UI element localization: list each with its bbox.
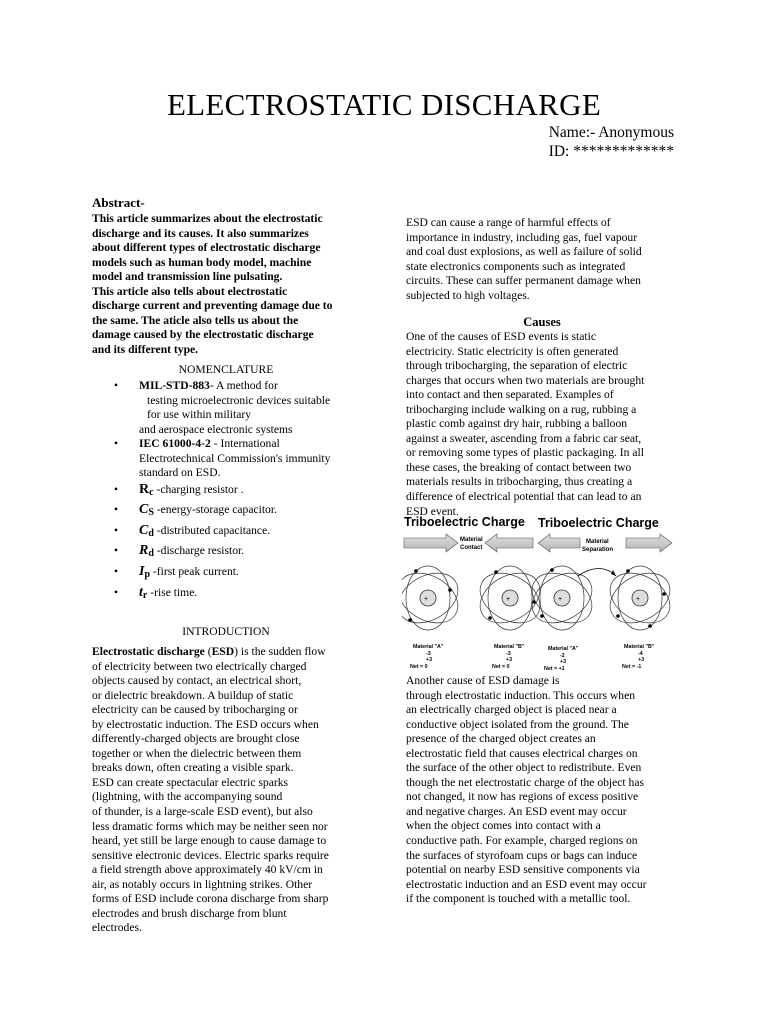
figure-title-left: Triboelectric Charge (404, 515, 525, 529)
transfer-arrow (578, 569, 616, 577)
arrow-right-shape (404, 534, 458, 552)
paragraph-line: ESD event. (406, 504, 459, 518)
bullet: • (114, 523, 119, 537)
intro-line (92, 645, 374, 660)
esd-effects-paragraph (406, 216, 678, 303)
paragraph-line: if the component is touched with a metallic tool. (406, 892, 631, 906)
paragraph-line: though the net electrostatic charge of the object has (406, 775, 645, 789)
abstract-line: discharge and its causes. It also summarizes (92, 226, 309, 240)
paragraph-line: these cases, the breaking of contact between two (406, 460, 632, 474)
arrow-label: Contact (460, 545, 483, 551)
arrow-label: Material (586, 539, 609, 545)
symbol-subscript: S (148, 507, 154, 519)
atom-value: -3 (506, 651, 511, 657)
intro-line: objects caused by contact, an electrical short, (92, 674, 302, 688)
intro-line: heard, yet still be large enough to cause damage to (92, 834, 327, 848)
symbol: C (139, 522, 149, 538)
atom-icon (471, 563, 548, 633)
arrow-left-shape (485, 534, 533, 552)
term-desc: - A method for (209, 379, 278, 392)
bullet: • (114, 585, 119, 599)
nomenclature-item-cd (92, 524, 382, 542)
transfer-arrow-head (611, 570, 616, 576)
intro-line: electrodes and brush discharge from blunt (92, 906, 287, 920)
paragraph-line: electrostatic field that causes electrical charges on (406, 746, 638, 760)
paragraph-line: One of the causes of ESD events is static (406, 330, 596, 343)
paragraph-line: ESD can cause a range of harmful effects of (406, 216, 611, 229)
causes-paragraph (406, 330, 678, 519)
nomenclature-item-ip (92, 565, 382, 583)
intro-line: less dramatic forms which may be neither seen nor (92, 819, 328, 833)
page-title: ELECTROSTATIC DISCHARGE (166, 87, 602, 122)
paragraph-line: the surface of the other object to redistribute. Even (406, 761, 642, 775)
intro-line: a field strength above approximately 40 kV/cm in (92, 863, 323, 877)
induction-paragraph (406, 674, 678, 907)
atom-value: +3 (426, 657, 433, 663)
paragraph-line: the surfaces of styrofoam cups or bags can induce (406, 848, 638, 862)
paragraph-line: circuits. These can suffer permanent damage when (406, 274, 641, 288)
intro-line: of thunder, is a large-scale ESD event), but also (92, 805, 313, 819)
nomenclature-item-rc (92, 483, 382, 501)
symbol-desc: -charging resistor . (153, 482, 244, 496)
atom-value: -3 (426, 651, 431, 657)
paragraph-line: an electrically charged object is placed near a (406, 703, 617, 717)
author-id: ID: ************* (548, 143, 674, 160)
intro-line: electricity can be caused by tribocharging or (92, 703, 298, 717)
paragraph-line: and coal dust explosions, as well as failure of solid (406, 245, 642, 259)
paragraph-line: charges that occurs when two materials are brought (406, 373, 645, 387)
paragraph-line: and negative charges. An ESD event may occur (406, 804, 627, 818)
term-mil-std: MIL-STD-883 (139, 379, 210, 392)
paragraph-line: conductive path. For example, charged regions on (406, 834, 638, 848)
intro-text: ( (204, 645, 212, 658)
intro-line: differently-charged objects are brought close (92, 732, 300, 746)
bullet: • (114, 565, 119, 579)
term-desc: standard on ESD. (139, 466, 221, 480)
paragraph-line: presence of the charged object creates an (406, 732, 596, 746)
paragraph-line: through tribocharging, the separation of electric (406, 359, 628, 373)
abstract-line: damage caused by the electrostatic discharge (92, 328, 314, 342)
term-desc: testing microelectronic devices suitable (147, 393, 331, 407)
paragraph-line: electrostatic induction and an ESD event may occur (406, 877, 647, 891)
term-desc: Electrotechnical Commission's immunity (139, 451, 331, 465)
paragraph-line: or removing some types of plastic packaging. In all (406, 446, 644, 460)
svg-text:+: + (558, 596, 563, 603)
bullet: • (114, 544, 119, 558)
nomenclature-item-rd (92, 544, 382, 562)
paragraph-line: Another cause of ESD damage is (406, 674, 560, 687)
intro-line: electrodes. (92, 921, 142, 935)
nomenclature-item-mil (92, 379, 382, 394)
paragraph-line: electricity. Static electricity is often generated (406, 344, 619, 358)
atom-value: +3 (560, 659, 567, 665)
paragraph-line: when the object comes into contact with a (406, 819, 601, 833)
intro-line: of electricity between two electrically charged (92, 659, 307, 673)
atom-net: Net = 0 (492, 664, 510, 670)
abstract-line: the same. The aticle also tells us about the (92, 313, 299, 327)
abstract-line: model and transmission line pulsating. (92, 270, 283, 284)
atom-icon (523, 563, 600, 633)
atom-value: +3 (638, 657, 645, 663)
triboelectric-figure (402, 510, 692, 680)
intro-line: sensitive electronic devices. Electric sparks require (92, 848, 329, 862)
atom-net: Net = -1 (622, 664, 642, 670)
symbol-desc: -rise time. (147, 585, 198, 599)
paragraph-line: tribocharging include walking on a rug, rubbing a (406, 402, 637, 416)
author-block (549, 123, 674, 161)
paragraph-line: materials results in tribocharging, thus creating a (406, 475, 633, 489)
atom-value: -4 (638, 651, 643, 657)
introduction-heading: INTRODUCTION (182, 625, 270, 638)
abstract-line: models such as human body model, machine (92, 255, 312, 269)
symbol-subscript: p (144, 569, 151, 581)
atom-net: Net = +1 (544, 666, 565, 672)
symbol: I (139, 564, 145, 580)
paragraph-line: through electrostatic induction. This occurs when (406, 688, 636, 702)
paragraph-line: not changed, it now has regions of excess positive (406, 790, 639, 804)
intro-line: breaks down, often creating a visible spark. (92, 761, 294, 775)
symbol: R (139, 481, 150, 497)
intro-line: air, as notably occurs in lightning strikes. Other (92, 877, 313, 891)
nomenclature-heading: NOMENCLATURE (178, 363, 274, 376)
bullet: • (114, 503, 119, 517)
symbol: t (139, 584, 143, 600)
introduction-body (92, 645, 374, 936)
author-name: Name:- Anonymous (548, 124, 674, 141)
paragraph-line: potential on nearby ESD sensitive components via (406, 863, 640, 877)
atom-label: Material "B" (624, 644, 655, 650)
intro-line: (lightning, with the accompanying sound (92, 790, 283, 804)
paragraph-line: against a sweater, ascending from a fabric car seat, (406, 431, 642, 445)
atom-net: Net = 0 (410, 664, 428, 670)
atom-value: -2 (560, 653, 565, 659)
intro-text: ) is the sudden flow (234, 645, 326, 658)
nomenclature-item-iec (92, 437, 382, 452)
atom-value: +3 (506, 657, 513, 663)
bold-term: Electrostatic discharge (92, 645, 205, 658)
symbol-desc: -discharge resistor. (153, 544, 245, 558)
paragraph-line: importance in industry, including gas, fuel vapour (406, 230, 638, 244)
paragraph-line: subjected to high voltages. (406, 288, 530, 302)
intro-line: together or when the dielectric between them (92, 746, 302, 760)
intro-line: or dielectric breakdown. A buildup of static (92, 688, 294, 702)
atom-label: Material "B" (494, 644, 525, 650)
paragraph-line: plastic comb against dry hair, rubbing a balloon (406, 417, 628, 431)
svg-text:+: + (506, 596, 511, 603)
arrow-label: Separation (582, 547, 614, 553)
intro-line: ESD can create spectacular electric sparks (92, 775, 289, 789)
abstract-heading: Abstract- (92, 195, 145, 210)
term-desc: for use within military (147, 408, 252, 422)
symbol-subscript: c (149, 486, 154, 498)
symbol-desc: -energy-storage capacitor. (153, 503, 277, 517)
symbol-subscript: r (142, 589, 148, 601)
symbol-subscript: d (148, 548, 154, 560)
term-desc: and aerospace electronic systems (139, 422, 293, 436)
abstract-line: discharge current and preventing damage due to (92, 299, 333, 313)
paragraph-line: state electronics components such as integrated (406, 259, 626, 273)
term-desc: - International (210, 437, 280, 451)
figure-title-right: Triboelectric Charge (538, 516, 659, 530)
nomenclature-item-cs (92, 503, 382, 521)
paragraph-line: conductive object isolated from the ground. The (406, 717, 629, 731)
nomenclature-list (92, 379, 382, 603)
bold-abbr: ESD (211, 645, 235, 658)
symbol-desc: -distributed capacitance. (153, 523, 271, 537)
svg-text:+: + (636, 596, 641, 603)
atom-label: Material "A" (548, 646, 579, 652)
intro-line: forms of ESD include corona discharge from sharp (92, 892, 329, 906)
arrow-left-shape (538, 534, 580, 552)
paragraph-line: into contact and then separated. Examples of (406, 388, 614, 402)
term-iec: IEC 61000-4-2 (139, 437, 211, 451)
nomenclature-item-tr (92, 586, 382, 604)
bullet: • (114, 482, 119, 496)
arrow-label: Material (460, 537, 483, 543)
symbol-subscript: d (148, 527, 154, 539)
abstract-line: and its different type. (92, 342, 199, 356)
intro-line: by electrostatic induction. The ESD occurs when (92, 717, 319, 731)
symbol-desc: -first peak current. (150, 565, 239, 579)
abstract-body (92, 212, 374, 357)
causes-heading: Causes (523, 315, 561, 329)
bullet: • (114, 437, 119, 451)
bullet: • (114, 379, 119, 392)
symbol: R (139, 543, 149, 559)
svg-text:+: + (424, 596, 429, 603)
abstract-line: This article summarizes about the electrostatic (92, 212, 323, 225)
arrow-right-shape (626, 534, 672, 552)
abstract-line: about different types of electrostatic discharge (92, 241, 321, 255)
symbol: C (139, 502, 149, 518)
paragraph-line: difference of electrical potential that can lead to an (406, 490, 642, 504)
atom-label: Material "A" (413, 644, 444, 650)
atom-icon (402, 563, 467, 633)
abstract-line: This article also tells about electrostatic (92, 284, 288, 298)
